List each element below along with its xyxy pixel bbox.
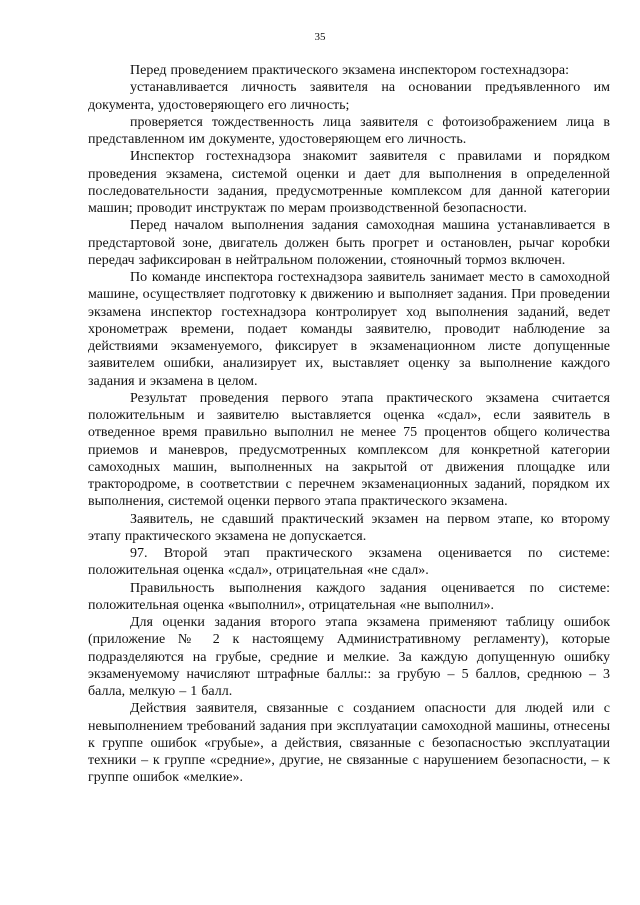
paragraph-exam-procedure: По команде инспектора гостехнадзора заявитель занимает место в самоходной машине, осуществляет подготовку к движению и выполняет задания. При проведении экзамена инспектор гостехнадзора контролирует ход выполнения заданий, ведет хронометраж времени, подает команды заявителю, проводит наблюдение за действиями экзаменуемого, фиксирует в экзаменационном листе допущенные заявителем ошибки, анализирует их, выставляет оценку за выполнение каждого задания и экзамена в целом. — [88, 270, 610, 389]
paragraph-inspector-briefing: Инспектор гостехнадзора знакомит заявителя с правилами и порядком проведения экзамена, системой оценки и дает для выполнения в определенной последовательности задания, предусмотренные комплексом для данной категории машин; проводит инструктаж по мерам производственной безопасности. — [88, 149, 610, 216]
page-number: 35 — [314, 31, 326, 43]
paragraph-exam-preparation-intro: Перед проведением практического экзамена инспектором гостехнадзора: — [130, 63, 570, 78]
paragraph-97-second-stage: 97. Второй этап практического экзамена оценивается по системе: положительная оценка «сдал», отрицательная «не сдал». — [88, 546, 610, 579]
paragraph-machine-setup: Перед началом выполнения задания самоходная машина устанавливается в предстартовой зоне, двигатель должен быть прогрет и остановлен, рычаг коробки передач зафиксирован в нейтральном положении, стояночный тормоз включен. — [88, 218, 610, 268]
paragraph-task-grading: Правильность выполнения каждого задания оценивается по системе: положительная оценка «выполнил», отрицательная «не выполнил». — [88, 580, 610, 613]
body-text — [88, 62, 610, 787]
paragraph-identity-check: устанавливается личность заявителя на основании предъявленного им документа, удостоверяющего его личность; — [88, 80, 610, 113]
paragraph-photo-check: проверяется тождественность лица заявителя с фотоизображением лица в представленном им документе, удостоверяющем его личность. — [88, 114, 610, 147]
paragraph-first-stage-result: Результат проведения первого этапа практического экзамена считается положительным и заявителю выставляется оценка «сдал», если заявитель в отведенное время правильно выполнил не менее 75 процентов общего количества приемов и маневров, предусмотренных комплексом для конкретной категории самоходных машин, выполненных на закрытой от движения площадке или трактородроме, в соответствии с перечнем экзаменационных заданий, порядком их выполнения, системой оценки первого этапа практического экзамена. — [88, 390, 610, 510]
paragraph-not-admitted: Заявитель, не сдавший практический экзамен на первом этапе, ко второму этапу практического экзамена не допускается. — [88, 511, 610, 544]
paragraph-error-groups: Действия заявителя, связанные с созданием опасности для людей или с невыполнением требований задания при эксплуатации самоходной машины, отнесены к группе ошибок «грубые», а действия, связанные с безопасностью эксплуатации техники – к группе «средние», другие, не связанные с нарушением безопасности, – к группе ошибок «мелкие». — [88, 701, 610, 786]
paragraph-error-table: Для оценки задания второго этапа экзамена применяют таблицу ошибок (приложение № 2 к настоящему Административному регламенту), которые подразделяются на грубые, средние и мелкие. За каждую допущенную ошибку экзаменуемому начисляют штрафные баллы:: за грубую – 5 баллов, среднюю – 3 балла, мелкую – 1 балл. — [88, 615, 610, 699]
